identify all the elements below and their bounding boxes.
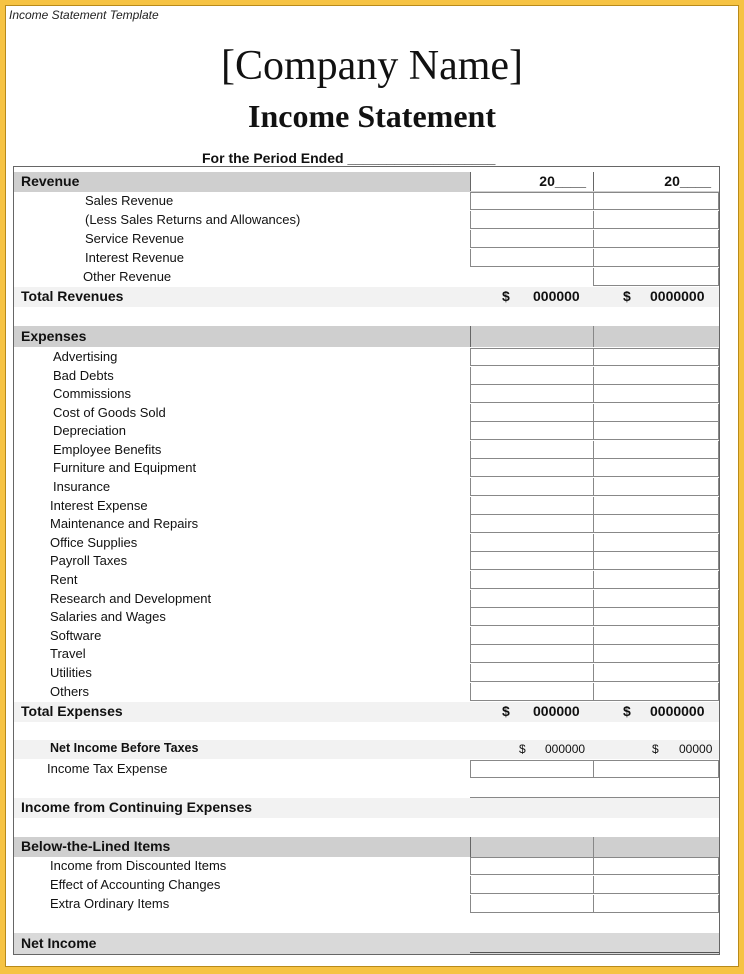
input-cell[interactable] [593,459,719,477]
template-label: Income Statement Template [9,8,159,22]
income-statement-sheet [13,166,720,955]
input-cell[interactable] [470,385,594,403]
expense-item-label: Salaries and Wages [50,609,166,624]
currency-symbol: $ [623,703,631,719]
input-cell[interactable] [470,441,594,459]
below-line-item-label: Effect of Accounting Changes [50,877,221,892]
currency-symbol: $ [652,742,659,756]
continuing-label: Income from Continuing Expenses [21,799,253,815]
year-label-1: 20____ [539,173,586,189]
revenue-row [14,211,719,229]
expense-row [14,552,719,570]
input-cell[interactable] [593,211,719,229]
below-line-item-label: Income from Discounted Items [50,858,227,873]
input-cell[interactable] [470,249,594,267]
revenue-row [14,268,719,286]
revenue-row [14,249,719,267]
tax-row [14,760,719,778]
input-cell[interactable] [470,422,594,440]
net-income-label: Net Income [21,935,97,951]
input-cell[interactable] [593,571,719,589]
total-expenses-label: Total Expenses [21,703,123,719]
expense-row [14,459,719,477]
expense-item-label: Depreciation [53,423,126,438]
expense-row [14,608,719,626]
expense-item-label: Advertising [53,349,118,364]
expense-row [14,441,719,459]
below-line-header-cell [470,837,594,857]
input-cell[interactable] [593,249,719,267]
input-cell[interactable] [593,367,719,385]
input-cell[interactable] [470,192,594,210]
input-cell[interactable] [470,876,594,894]
input-cell[interactable] [470,478,594,496]
currency-symbol: $ [502,288,510,304]
input-cell[interactable] [470,552,594,570]
expense-row [14,404,719,422]
input-cell[interactable] [470,571,594,589]
tax-label: Income Tax Expense [47,761,168,776]
revenue-item-label: Service Revenue [85,231,184,246]
total-revenues-col2: 0000000 [650,288,705,304]
revenue-item-label: Other Revenue [83,269,172,284]
input-cell[interactable] [593,552,719,570]
below-line-header-row [14,837,719,857]
currency-symbol: $ [623,288,631,304]
total-revenues-row [14,287,719,307]
expense-item-label: Cost of Goods Sold [53,405,166,420]
input-cell[interactable] [593,664,719,682]
below-line-header: Below-the-Lined Items [21,838,171,854]
input-cell[interactable] [470,534,594,552]
input-cell[interactable] [470,211,594,229]
expense-row [14,627,719,645]
expense-item-label: Software [50,628,102,643]
company-name: [Company Name] [220,43,524,89]
input-cell[interactable] [470,404,594,422]
input-cell[interactable] [593,515,719,533]
input-cell[interactable] [593,385,719,403]
input-cell[interactable] [470,645,594,663]
revenue-header: Revenue [21,173,80,189]
input-cell[interactable] [593,422,719,440]
revenue-item-label: Interest Revenue [85,250,185,265]
input-cell[interactable] [593,192,719,210]
input-cell[interactable] [593,268,719,286]
expense-row [14,534,719,552]
expense-item-label: Interest Expense [50,498,148,513]
net-before-tax-col2: 00000 [679,742,713,756]
expense-row [14,422,719,440]
expense-item-label: Commissions [53,386,132,401]
input-cell[interactable] [593,348,719,366]
period-label: For the Period Ended ___________________ [202,150,496,166]
revenue-header-row [14,172,719,192]
revenue-item-label: Sales Revenue [85,193,174,208]
expenses-header-row [14,326,719,347]
total-expenses-col1: 000000 [533,703,580,719]
expense-item-label: Travel [50,646,86,661]
input-cell[interactable] [593,590,719,608]
input-cell[interactable] [593,760,719,778]
expense-item-label: Others [50,684,90,699]
expense-item-label: Payroll Taxes [50,553,128,568]
expense-item-label: Employee Benefits [53,442,162,457]
input-cell[interactable] [470,895,594,913]
below-line-row [14,876,719,894]
input-cell[interactable] [593,857,719,875]
currency-symbol: $ [502,703,510,719]
year-label-2: 20____ [664,173,711,189]
expense-item-label: Office Supplies [50,535,138,550]
input-cell[interactable] [470,459,594,477]
revenue-item-label: (Less Sales Returns and Allowances) [85,212,301,227]
input-cell[interactable] [593,478,719,496]
input-cell[interactable] [470,497,594,515]
expense-item-label: Maintenance and Repairs [50,516,199,531]
expense-row [14,664,719,682]
net-before-tax-col1: 000000 [545,742,586,756]
expense-item-label: Bad Debts [53,368,114,383]
expense-row [14,683,719,701]
input-cell[interactable] [470,608,594,626]
expense-row [14,645,719,663]
input-cell[interactable] [470,230,594,248]
expense-row [14,497,719,515]
total-expenses-row [14,702,719,722]
input-cell[interactable] [470,760,594,778]
expense-row [14,590,719,608]
input-cell[interactable] [470,590,594,608]
net-income-row [14,933,719,954]
net-before-tax-label: Net Income Before Taxes [50,741,199,755]
expenses-header-cell [470,326,594,347]
input-cell[interactable] [593,876,719,894]
input-cell[interactable] [593,608,719,626]
expense-item-label: Rent [50,572,78,587]
net-before-tax-row [14,740,719,759]
expense-item-label: Research and Development [50,591,212,606]
input-cell[interactable] [470,857,594,875]
expense-item-label: Furniture and Equipment [53,460,197,475]
input-cell[interactable] [593,683,719,701]
continuing-row [14,798,719,818]
input-cell[interactable] [593,497,719,515]
expense-row [14,367,719,385]
input-cell[interactable] [593,404,719,422]
statement-title: Income Statement [248,98,496,134]
year-header-2 [593,172,719,191]
currency-symbol: $ [519,742,526,756]
below-line-item-label: Extra Ordinary Items [50,896,170,911]
total-revenues-col1: 000000 [533,288,580,304]
revenue-row [14,192,719,210]
expense-row [14,515,719,533]
input-cell[interactable] [470,515,594,533]
expenses-header: Expenses [21,328,87,344]
below-line-row [14,857,719,875]
input-cell[interactable] [593,441,719,459]
input-cell[interactable] [470,348,594,366]
expense-row [14,385,719,403]
input-cell[interactable] [470,683,594,701]
input-cell[interactable] [593,230,719,248]
total-revenues-label: Total Revenues [21,288,124,304]
underline [470,952,719,953]
input-cell[interactable] [470,367,594,385]
input-cell[interactable] [470,664,594,682]
input-cell[interactable] [470,627,594,645]
input-cell[interactable] [593,645,719,663]
year-header-1 [470,172,594,191]
input-cell[interactable] [593,895,719,913]
expense-row [14,478,719,496]
revenue-row [14,230,719,248]
total-expenses-col2: 0000000 [650,703,705,719]
expense-row [14,348,719,366]
expense-item-label: Insurance [53,479,111,494]
input-cell[interactable] [593,534,719,552]
expense-row [14,571,719,589]
below-line-row [14,895,719,913]
input-cell[interactable] [593,627,719,645]
expense-item-label: Utilities [50,665,92,680]
